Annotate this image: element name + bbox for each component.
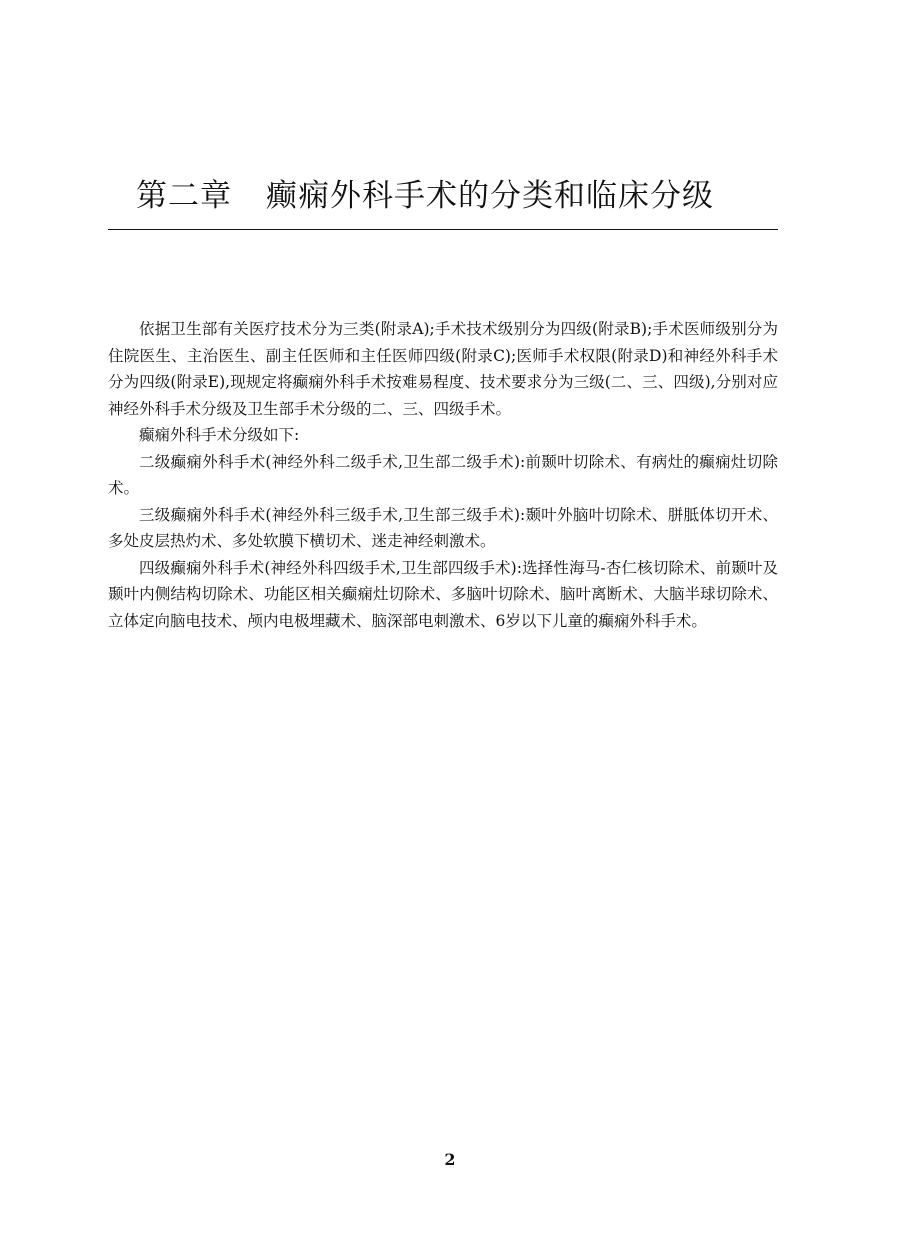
chapter-number-label: 第二章 <box>136 178 232 214</box>
paragraph-classification-basis: 依据卫生部有关医疗技术分为三类(附录A);手术技术级别分为四级(附录B);手术医师级别分为住院医生、主治医生、副主任医师和主任医师四级(附录C);医师手术权限(附录D)和神经外科手术分为四级(附录E),现规定将癫痫外科手术按难易程度、技术要求分为三级(二、三、四级),分别对应神经外科手术分级及卫生部手术分级的二、三、四级手术。 <box>108 320 778 418</box>
chapter-name: 癫痫外科手术的分类和临床分级 <box>266 178 714 214</box>
paragraph-grade-two: 二级癫痫外科手术(神经外科二级手术,卫生部二级手术):前颞叶切除术、有病灶的癫痫灶切除术。 <box>108 452 778 497</box>
page-number: 2 <box>444 1150 456 1169</box>
paragraph-grade-three: 三级癫痫外科手术(神经外科三级手术,卫生部三级手术):颞叶外脑叶切除术、胼胝体切开术、多处皮层热灼术、多处软膜下横切术、迷走神经刺激术。 <box>108 505 778 550</box>
chapter-title <box>136 176 714 216</box>
body-text <box>108 316 778 634</box>
paragraph-grading-intro: 癫痫外科手术分级如下: <box>139 426 300 444</box>
chapter-heading <box>108 168 778 230</box>
paragraph-grade-four: 四级癫痫外科手术(神经外科四级手术,卫生部四级手术):选择性海马-杏仁核切除术、前颞叶及颞叶内侧结构切除术、功能区相关癫痫灶切除术、多脑叶切除术、脑叶离断术、大脑半球切除术、立体定向脑电技术、颅内电极埋藏术、脑深部电刺激术、6岁以下儿童的癫痫外科手术。 <box>108 558 778 630</box>
